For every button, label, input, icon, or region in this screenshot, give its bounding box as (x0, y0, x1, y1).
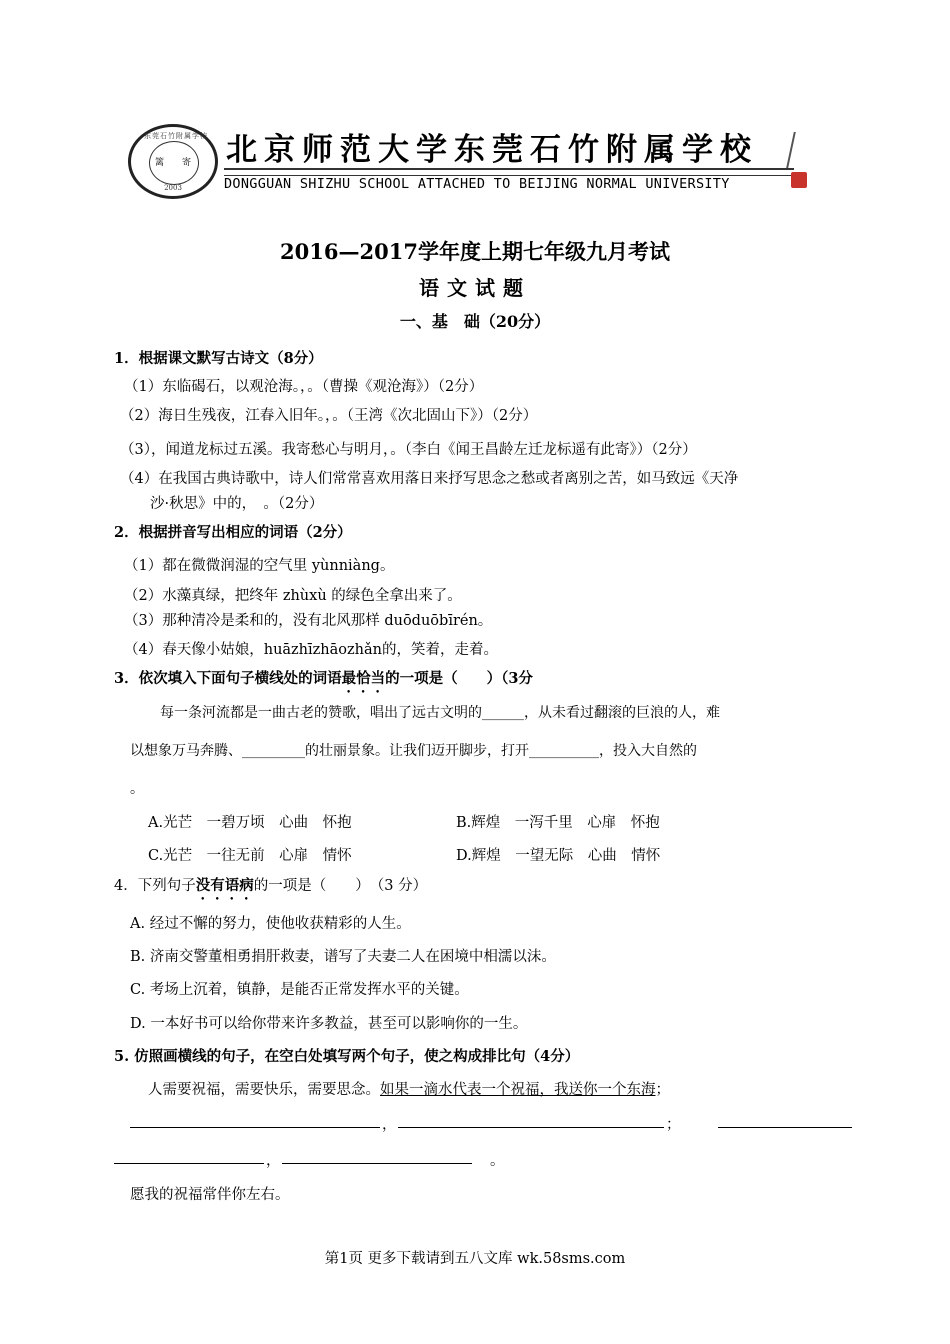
exam-title: 2016—2017学年度上期七年级九月考试 (280, 239, 670, 264)
q2-item-2: （2）水藻真绿，把终年 zhùxù 的绿色全拿出来了。 (124, 588, 462, 604)
school-name-cn: 北京师范大学东莞石竹附属学校 (226, 132, 758, 168)
header-rule (224, 168, 794, 176)
q5-answer-blank-2[interactable] (398, 1127, 664, 1128)
q5-comma-1: ， (382, 1117, 397, 1133)
school-seal-logo (128, 124, 218, 199)
q4-option-d: D. 一本好书可以给你带来许多教益，甚至可以影响你的一生。 (130, 1016, 528, 1032)
q2-item-3: （3）那种清冷是柔和的，没有北风那样 duōduōbīrén。 (124, 613, 493, 629)
q3-passage-line-2: 以想象万马奔腾、_________的壮丽景象。让我们迈开脚步，打开__________，投入大自然的 (130, 743, 697, 759)
q5-answer-blank-4[interactable] (114, 1163, 264, 1164)
q3-passage-line-1: 每一条河流都是一曲古老的赞歌，唱出了远古文明的______，从未看过翻滚的巨浪的人，难 (160, 705, 720, 721)
red-stamp-icon (791, 172, 807, 188)
q4-heading-pre: 4．下列句子 (114, 878, 196, 894)
q3-option-b: B.辉煌 一泻千里 心扉 怀抱 (456, 815, 660, 831)
seal-inner-circle (149, 141, 199, 185)
seal-ring-text: 东莞石竹附属学校 (144, 132, 208, 140)
q5-closing: 愿我的祝福常伴你左右。 (130, 1187, 290, 1203)
q4-heading-emphasis: 没有语病 (195, 877, 254, 894)
q1-item-4: （4）在我国古典诗歌中，诗人们常常喜欢用落日来抒写思念之愁或者离别之苦，如马致远《天净 (120, 471, 739, 487)
q5-answer-blank-3[interactable] (718, 1127, 852, 1128)
q1-item-4-cont: 沙·秋思》中的， 。（2分） (150, 496, 324, 512)
q4-heading (114, 874, 427, 903)
q3-option-d: D.辉煌 一望无际 心曲 情怀 (456, 848, 661, 864)
q3-heading-post: 的一项是（ ）（3分 (385, 670, 533, 687)
section-title: 一、基 础（20分） (399, 312, 551, 331)
q3-heading-pre: 3．依次填入下面句子横线处的词语 (114, 670, 342, 687)
q3-option-c: C.光芒 一往无前 心扉 情怀 (148, 848, 352, 864)
q3-heading-emphasis: 最恰当 (341, 670, 386, 687)
q3-passage-line-3: 。 (130, 781, 144, 797)
q2-item-1: （1）都在微微润湿的空气里 yùnniàng。 (124, 558, 395, 574)
q5-comma-2: ， (266, 1153, 281, 1169)
q5-period: 。 (490, 1153, 505, 1169)
q5-model-sentence (148, 1078, 670, 1099)
q1-heading: 1．根据课文默写古诗文（8分） (114, 350, 323, 367)
q2-item-4: （4）春天像小姑娘，huāzhīzhāozhǎn的，笑着，走着。 (124, 642, 498, 658)
seal-right-char: 寄 (182, 158, 192, 168)
q2-heading: 2．根据拼音写出相应的词语（2分） (114, 524, 352, 541)
q5-semicolon: ； (666, 1117, 681, 1133)
q5-sentence-plain: 人需要祝福，需要快乐，需要思念。 (148, 1082, 380, 1098)
q4-option-b: B. 济南交警董相勇捐肝救妻，谱写了夫妻二人在困境中相濡以沫。 (130, 949, 556, 965)
q4-heading-post: 的一项是（ ） （3 分） (253, 878, 428, 894)
q1-item-1: （1）东临碣石，以观沧海。，。（曹操《观沧海》）（2分） (124, 379, 484, 395)
seal-year: 2003 (164, 184, 182, 192)
school-name-en: DONGGUAN SHIZHU SCHOOL ATTACHED TO BEIJING NORMAL UNIVERSITY (224, 176, 730, 192)
q1-item-2: （2）海日生残夜，江春入旧年。，。（王湾《次北固山下》）（2分） (120, 408, 538, 424)
school-header (128, 124, 818, 202)
q1-item-3: （3），闻道龙标过五溪。我寄愁心与明月，。（李白《闻王昌龄左迁龙标遥有此寄》）（2分） (120, 442, 697, 458)
q5-sentence-underlined: 如果一滴水代表一个祝福，我送你一个东海 (380, 1082, 656, 1098)
page-footer: 第1页 更多下载请到五八文库 wk.58sms.com (324, 1251, 626, 1267)
signature-mark (786, 132, 820, 168)
q4-option-a: A. 经过不懈的努力，使他收获精彩的人生。 (130, 916, 411, 932)
seal-left-char: 篱 (155, 158, 165, 168)
q5-answer-blank-1[interactable] (130, 1127, 380, 1128)
q5-answer-blank-5[interactable] (282, 1163, 472, 1164)
q5-sentence-end: ； (655, 1082, 670, 1098)
q5-heading: 5. 仿照画横线的句子，在空白处填写两个句子，使之构成排比句（4分） (114, 1048, 580, 1065)
subject-title: 语文试题 (419, 276, 531, 300)
q3-heading (114, 667, 533, 696)
q3-option-a: A.光芒 一碧万顷 心曲 怀抱 (148, 815, 352, 831)
q4-option-c: C. 考场上沉着，镇静，是能否正常发挥水平的关键。 (130, 982, 469, 998)
